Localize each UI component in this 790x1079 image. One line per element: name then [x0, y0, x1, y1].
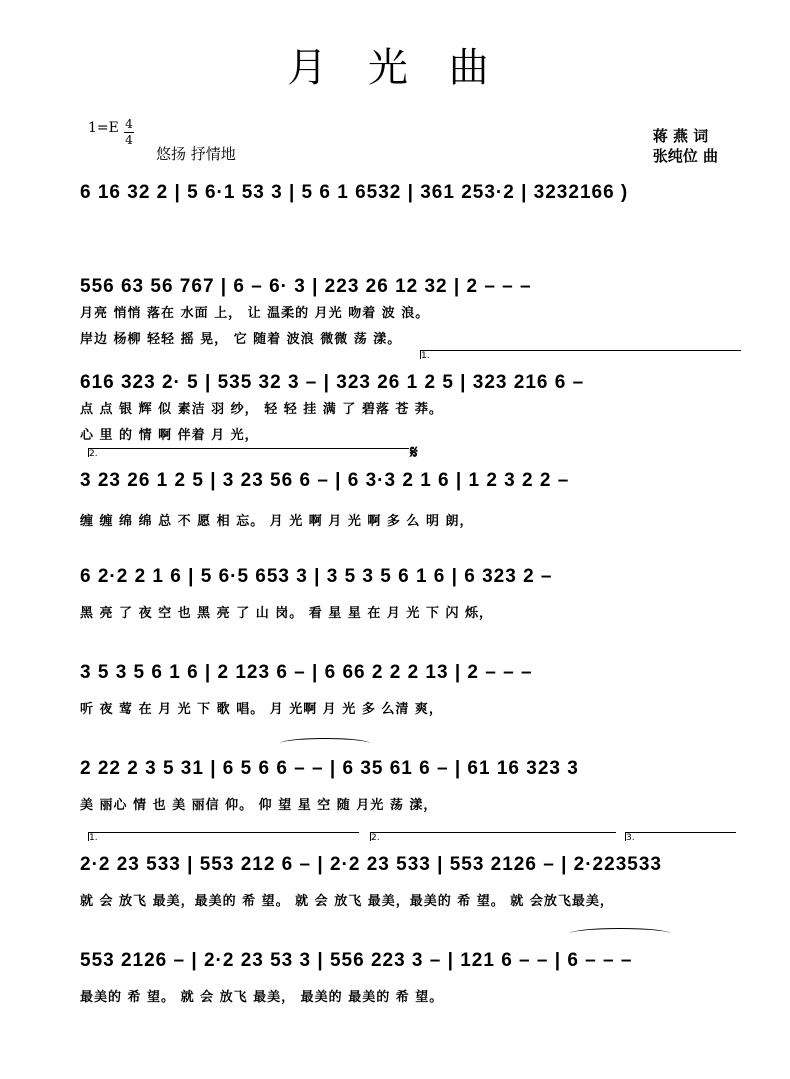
slur	[570, 928, 670, 939]
notation: 2·2 23 533 | 553 212 6 – | 2·2 23 533 | 553 2126 – | 2·223533	[80, 854, 662, 875]
volta-1: 1.	[420, 350, 741, 359]
lyric-line-1: 黑 亮 了 夜 空 也 黑 亮 了 山 岗。 看 星 星 在 月 光 下 闪 烁，	[80, 606, 493, 621]
volta-1b: 1.	[88, 832, 359, 841]
notation: 6 2·2 2 1 6 | 5 6·5 653 3 | 3 5 3 5 6 1 6 | 6 323 2 –	[80, 566, 553, 587]
notation: 2 22 2 3 5 31 | 6 5 6 6 – – | 6 35 61 6 – | 61 16 323 3	[80, 758, 579, 779]
lyric-line-1: 听 夜 莺 在 月 光 下 歌 唱。 月 光啊 月 光 多 么清 爽，	[80, 702, 443, 717]
key-signature: 1=E	[88, 120, 119, 136]
notation: 3 5 3 5 6 1 6 | 2 123 6 – | 6 66 2 2 2 13 | 2 – – –	[80, 662, 533, 683]
notation: 6 16 32 2 | 5 6·1 53 3 | 5 6 1 6532 | 361 253·2 | 3232166 )	[80, 182, 629, 203]
volta-2: 2.	[88, 448, 409, 457]
lyric-line-1: 点 点 银 辉 似 素洁 羽 纱， 轻 轻 挂 满 了 碧落 苍 莽。	[80, 402, 443, 417]
lyric-line-1: 缠 缠 绵 绵 总 不 愿 相 忘。 月 光 啊 月 光 啊 多 么 明 朗，	[80, 514, 474, 529]
lyric-line-1: 最美的 希 望。 就 会 放飞 最美， 最美的 最美的 希 望。	[80, 990, 444, 1005]
song-title: 月 光 曲	[287, 45, 503, 91]
notation: 616 323 2· 5 | 535 32 3 – | 323 26 1 2 5 | 323 216 6 –	[80, 372, 585, 393]
meter-bottom: 4	[125, 133, 133, 147]
volta-3: 3.	[625, 832, 736, 841]
notation: 3 23 26 1 2 5 | 3 23 56 6 – | 6 3·3 2 1 6 | 1 2 3 2 2 –	[80, 470, 570, 491]
lyric-line-1: 美 丽心 情 也 美 丽信 仰。 仰 望 星 空 随 月光 荡 漾，	[80, 798, 438, 813]
credits	[653, 126, 718, 166]
slur	[280, 738, 370, 749]
segno-icon: 𝄋	[410, 442, 418, 463]
volta-2b: 2.	[370, 832, 616, 841]
meter-top: 4	[125, 117, 133, 131]
lyric-line-1: 就 会 放飞 最美，最美的 希 望。 就 会 放飞 最美，最美的 希 望。 就 会放飞最美，	[80, 894, 614, 909]
lyric-line-2: 心 里 的 情 啊 伴着 月 光，	[80, 428, 259, 443]
tempo-marking: 悠扬 抒情地	[156, 145, 236, 163]
notation: 553 2126 – | 2·2 23 53 3 | 556 223 3 – | 121 6 – – | 6 – – –	[80, 950, 633, 971]
composer: 张纯位 曲	[652, 147, 718, 165]
lyric-line-2: 岸边 杨柳 轻轻 摇 晃， 它 随着 波浪 微微 荡 漾。	[80, 332, 402, 347]
lyric-line-1: 月亮 悄悄 落在 水面 上， 让 温柔的 月光 吻着 波 浪。	[80, 306, 430, 321]
lyricist: 蒋 燕 词	[652, 127, 709, 145]
notation: 556 63 56 767 | 6 – 6· 3 | 223 26 12 32 | 2 – – –	[80, 276, 532, 297]
time-signature	[124, 118, 134, 147]
